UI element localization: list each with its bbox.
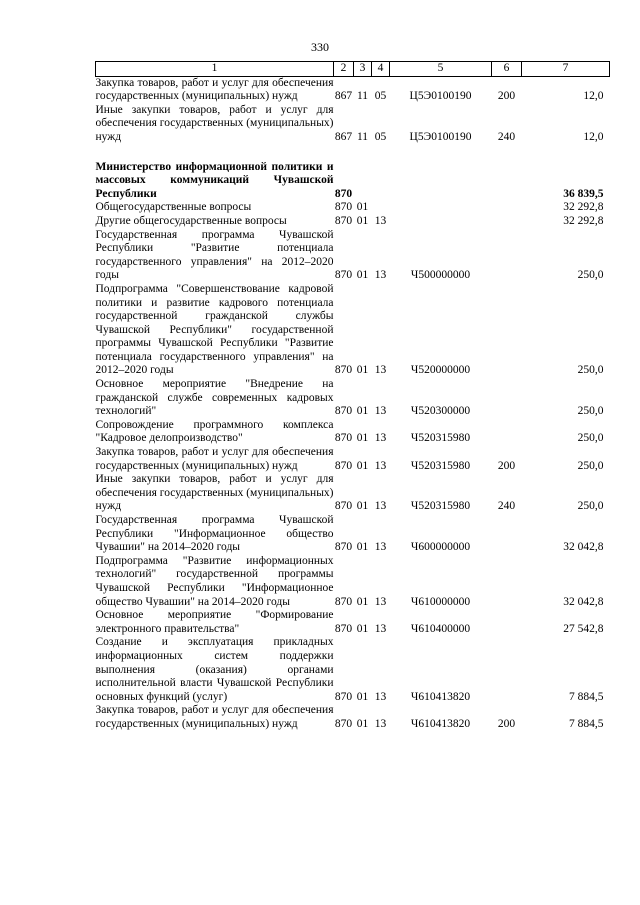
- amount-cell: 250,0: [577, 405, 604, 418]
- subsection-code-cell: 13: [374, 405, 387, 418]
- expense-type-cell: 200: [497, 459, 516, 472]
- budget-table: [95, 61, 610, 732]
- amount-cell: 12,0: [583, 130, 604, 143]
- expense-type-cell: 240: [497, 500, 516, 513]
- page-number: 330: [311, 40, 329, 54]
- section-code-cell: 01: [356, 364, 369, 377]
- ministry-code-cell: 870: [334, 541, 353, 554]
- ministry-code-cell: 870: [334, 500, 353, 513]
- spacer-row: [96, 145, 610, 161]
- target-article-cell: Ч610400000: [410, 622, 471, 635]
- amount-cell: 27 542,8: [563, 622, 604, 635]
- row-name-cell: Другие общегосударственные вопросы: [95, 214, 287, 227]
- amount-cell: 7 884,5: [569, 690, 604, 703]
- section-code-cell: 11: [356, 130, 369, 143]
- table-row: [96, 704, 610, 731]
- row-name-cell: Иные закупки товаров, работ и услуг для обеспечения государственных (муниципальных) нужд: [95, 103, 334, 143]
- ministry-code-cell: 870: [334, 405, 353, 418]
- table-row: [96, 229, 610, 283]
- section-code-cell: 11: [356, 90, 369, 103]
- amount-cell: 7 884,5: [569, 717, 604, 730]
- ministry-code-cell: 870: [334, 432, 353, 445]
- expense-type-cell: [492, 419, 522, 446]
- target-article-cell: [390, 215, 492, 229]
- row-name-cell: Подпрограмма "Совершенствование кадровой политики и развитие кадрового потенциала государственной гражданской службы Чувашской Республики" государственной программы Чувашской Республики "Развитие потенциала государственного управления" на 2012–2020 годы: [95, 282, 334, 377]
- ministry-code-cell: 870: [334, 187, 353, 200]
- section-code-cell: [354, 161, 372, 202]
- amount-cell: 250,0: [577, 364, 604, 377]
- section-code-cell: 01: [356, 459, 369, 472]
- table-row: [96, 283, 610, 378]
- row-name-cell: Закупка товаров, работ и услуг для обеспечения государственных (муниципальных) нужд: [95, 446, 334, 472]
- target-article-cell: Ч610000000: [410, 595, 471, 608]
- subsection-code-cell: 13: [374, 459, 387, 472]
- expense-type-cell: [492, 161, 522, 202]
- target-article-cell: Ч520315980: [410, 459, 471, 472]
- section-code-cell: 01: [356, 405, 369, 418]
- row-name-cell: Государственная программа Чувашской Республики "Развитие потенциала государственного управления" на 2012–2020 годы: [95, 228, 334, 282]
- table-row: [96, 215, 610, 229]
- expense-type-cell: [492, 283, 522, 378]
- column-header-1: 1: [96, 62, 334, 77]
- subsection-code-cell: 13: [374, 595, 387, 608]
- amount-cell: 32 042,8: [563, 595, 604, 608]
- row-name-cell: Основное мероприятие "Внедрение на гражданской службе современных кадровых технологий": [95, 378, 334, 418]
- column-header-7: 7: [522, 62, 610, 77]
- target-article-cell: Ч600000000: [410, 541, 471, 554]
- row-name-cell: Подпрограмма "Развитие информационных технологий" государственной программы Чувашской Республики "Информационное общество Чувашии" на 2014–2020 годы: [95, 554, 334, 608]
- ministry-code-cell: 867: [334, 90, 353, 103]
- amount-cell: 32 292,8: [563, 201, 604, 214]
- column-header-row: [96, 62, 610, 77]
- subsection-code-cell: [372, 161, 390, 202]
- column-header-3: 3: [354, 62, 372, 77]
- amount-cell: 32 042,8: [563, 541, 604, 554]
- ministry-code-cell: 870: [334, 201, 353, 214]
- section-code-cell: 01: [356, 690, 369, 703]
- table-row: [96, 636, 610, 704]
- target-article-cell: Ч610413820: [410, 717, 471, 730]
- amount-cell: 250,0: [577, 269, 604, 282]
- target-article-cell: [390, 161, 492, 202]
- ministry-code-cell: 870: [334, 717, 353, 730]
- subsection-code-cell: 13: [374, 214, 387, 227]
- row-name-cell: Закупка товаров, работ и услуг для обеспечения государственных (муниципальных) нужд: [95, 76, 334, 103]
- ministry-code-cell: 870: [334, 595, 353, 608]
- subsection-code-cell: 13: [374, 432, 387, 445]
- column-header-6: 6: [492, 62, 522, 77]
- subsection-code-cell: 13: [374, 717, 387, 730]
- section-code-cell: 01: [356, 201, 369, 214]
- expense-type-cell: [492, 555, 522, 609]
- subsection-code-cell: [372, 201, 390, 215]
- table-row: [96, 555, 610, 609]
- table-row: [96, 514, 610, 555]
- section-code-cell: 01: [356, 500, 369, 513]
- subsection-code-cell: 13: [374, 364, 387, 377]
- ministry-code-cell: 867: [334, 130, 353, 143]
- table-body: [96, 76, 610, 731]
- column-header-5: 5: [390, 62, 492, 77]
- table-row: [96, 378, 610, 419]
- ministry-code-cell: 870: [334, 622, 353, 635]
- target-article-cell: Ц5Э0100190: [409, 90, 472, 103]
- target-article-cell: Ч500000000: [410, 269, 471, 282]
- subsection-code-cell: 05: [374, 130, 387, 143]
- expense-type-cell: [492, 636, 522, 704]
- table-row: [96, 201, 610, 215]
- expense-type-cell: [492, 378, 522, 419]
- table-row: [96, 104, 610, 145]
- expense-type-cell: [492, 609, 522, 636]
- expense-type-cell: 240: [497, 130, 516, 143]
- section-code-cell: 01: [356, 717, 369, 730]
- expense-type-cell: [492, 229, 522, 283]
- amount-cell: 12,0: [583, 90, 604, 103]
- amount-cell: 250,0: [577, 432, 604, 445]
- target-article-cell: Ч610413820: [410, 690, 471, 703]
- column-header-4: 4: [372, 62, 390, 77]
- row-name-cell: Основное мероприятие "Формирование электронного правительства": [95, 609, 334, 635]
- section-code-cell: 01: [356, 214, 369, 227]
- amount-cell: 250,0: [577, 500, 604, 513]
- subsection-code-cell: 13: [374, 541, 387, 554]
- amount-cell: 32 292,8: [563, 214, 604, 227]
- target-article-cell: Ц5Э0100190: [409, 130, 472, 143]
- subsection-code-cell: 13: [374, 690, 387, 703]
- table-row: [96, 161, 610, 202]
- row-name-cell: Государственная программа Чувашской Республики "Информационное общество Чувашии" на 2014–2020 годы: [95, 514, 334, 554]
- row-name-cell: Министерство информационной политики и массовых коммуникаций Чувашской Республики: [95, 160, 334, 200]
- expense-type-cell: [492, 201, 522, 215]
- table-row: [96, 419, 610, 446]
- ministry-code-cell: 870: [334, 459, 353, 472]
- expense-type-cell: 200: [497, 717, 516, 730]
- ministry-code-cell: 870: [334, 269, 353, 282]
- target-article-cell: Ч520315980: [410, 500, 471, 513]
- section-code-cell: 01: [356, 622, 369, 635]
- subsection-code-cell: 13: [374, 500, 387, 513]
- expense-type-cell: 200: [497, 90, 516, 103]
- table-row: [96, 446, 610, 473]
- expense-type-cell: [492, 514, 522, 555]
- target-article-cell: Ч520300000: [410, 405, 471, 418]
- section-code-cell: 01: [356, 269, 369, 282]
- section-code-cell: 01: [356, 595, 369, 608]
- table-row: [96, 76, 610, 104]
- section-code-cell: 01: [356, 432, 369, 445]
- column-header-2: 2: [334, 62, 354, 77]
- ministry-code-cell: 870: [334, 214, 353, 227]
- table-row: [96, 473, 610, 514]
- target-article-cell: [390, 201, 492, 215]
- row-name-cell: Общегосударственные вопросы: [95, 201, 252, 214]
- row-name-cell: Закупка товаров, работ и услуг для обеспечения государственных (муниципальных) нужд: [95, 704, 334, 730]
- section-code-cell: 01: [356, 541, 369, 554]
- row-name-cell: Сопровождение программного комплекса "Кадровое делопроизводство": [95, 418, 334, 445]
- target-article-cell: Ч520000000: [410, 364, 471, 377]
- amount-cell: 36 839,5: [563, 187, 604, 200]
- table-row: [96, 609, 610, 636]
- spacer-cell: [96, 145, 610, 161]
- ministry-code-cell: 870: [334, 364, 353, 377]
- expense-type-cell: [492, 215, 522, 229]
- target-article-cell: Ч520315980: [410, 432, 471, 445]
- subsection-code-cell: 05: [374, 90, 387, 103]
- subsection-code-cell: 13: [374, 622, 387, 635]
- row-name-cell: Создание и эксплуатация прикладных информационных систем поддержки выполнения (оказания) органами исполнительной власти Чувашской Республики основных функций (услуг): [95, 636, 334, 703]
- row-name-cell: Иные закупки товаров, работ и услуг для обеспечения государственных (муниципальных) нужд: [95, 473, 334, 513]
- amount-cell: 250,0: [577, 459, 604, 472]
- ministry-code-cell: 870: [334, 690, 353, 703]
- subsection-code-cell: 13: [374, 269, 387, 282]
